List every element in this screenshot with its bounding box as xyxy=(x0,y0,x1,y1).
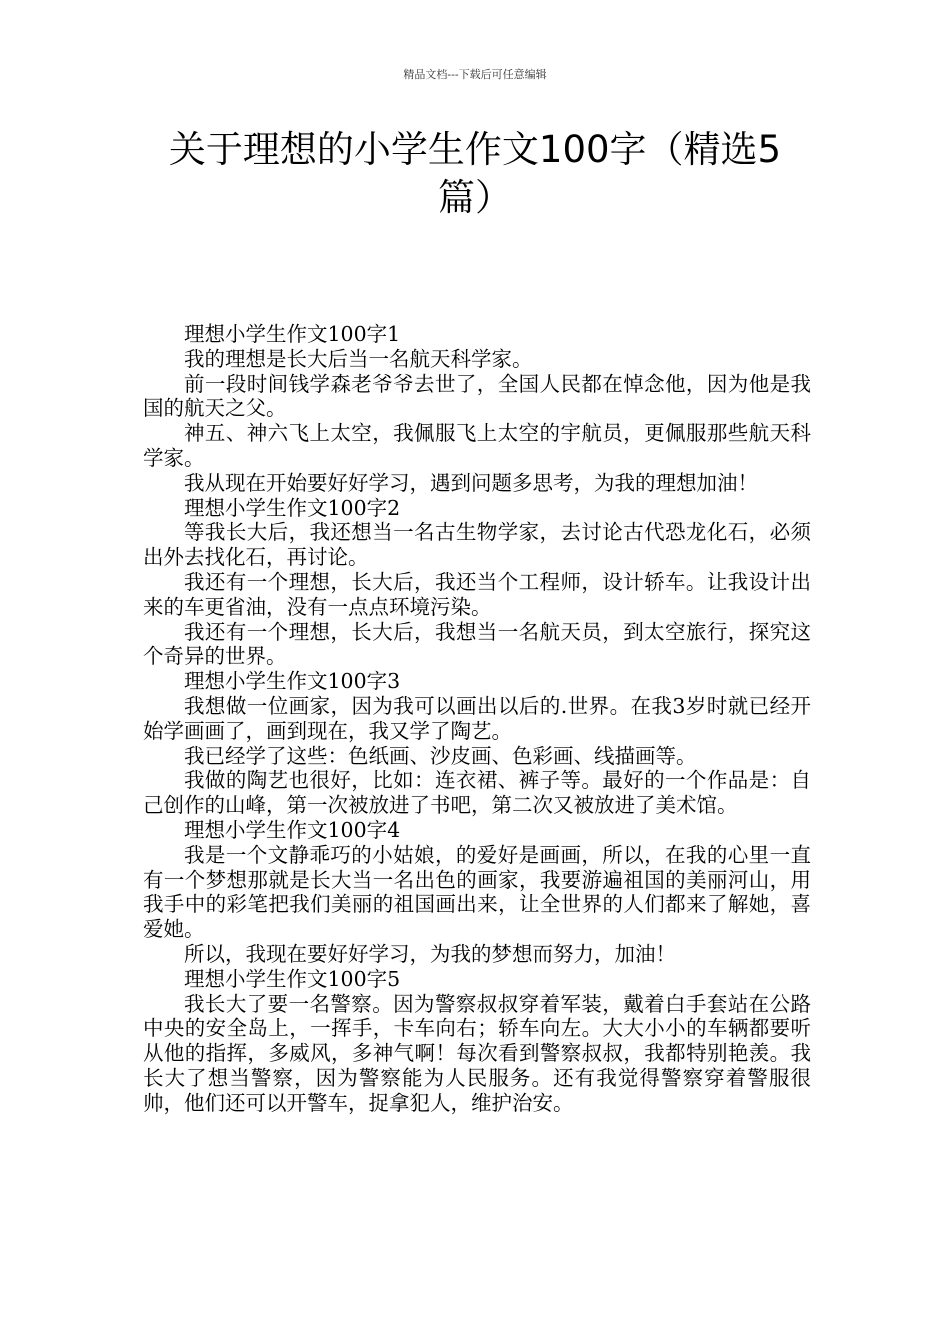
paragraph: 等我长大后，我还想当一名古生物学家，去讨论古代恐龙化石，必须出外去找化石，再讨论。 xyxy=(143,520,811,570)
paragraph: 我长大了要一名警察。因为警察叔叔穿着军装，戴着白手套站在公路中央的安全岛上，一挥手，卡车向右；轿车向左。大大小小的车辆都要听从他的指挥，多威风，多神气啊！每次看到警察叔叔，我都特别艳羡。我长大了想当警察，因为警察能为人民服务。还有我觉得警察穿着警服很帅，他们还可以开警车，捉拿犯人，维护治安。 xyxy=(143,991,811,1115)
essay-heading: 理想小学生作文100字3 xyxy=(184,669,401,694)
paragraph: 前一段时间钱学森老爷爷去世了，全国人民都在悼念他，因为他是我国的航天之父。 xyxy=(143,371,811,421)
paragraph: 我从现在开始要好好学习，遇到问题多思考，为我的理想加油！ xyxy=(184,470,758,495)
paragraph: 我已经学了这些：色纸画、沙皮画、色彩画、线描画等。 xyxy=(184,743,697,768)
essay-heading: 理想小学生作文100字2 xyxy=(184,495,401,520)
paragraph: 我还有一个理想，长大后，我想当一名航天员，到太空旅行，探究这个奇异的世界。 xyxy=(143,619,811,669)
paragraph: 我做的陶艺也很好，比如：连衣裙、裤子等。最好的一个作品是：自己创作的山峰，第一次被放进了书吧，第二次又被放进了美术馆。 xyxy=(143,768,811,818)
paragraph: 我的理想是长大后当一名航天科学家。 xyxy=(184,346,533,371)
paragraph: 神五、神六飞上太空，我佩服飞上太空的宇航员，更佩服那些航天科学家。 xyxy=(143,421,811,470)
document-title: 关于理想的小学生作文100字（精选5篇） xyxy=(168,128,782,219)
paragraph: 我还有一个理想，长大后，我还当个工程师，设计轿车。让我设计出来的车更省油，没有一点点环境污染。 xyxy=(143,569,811,619)
paragraph: 我是一个文静乖巧的小姑娘，的爱好是画画，所以，在我的心里一直有一个梦想那就是长大当一名出色的画家，我要游遍祖国的美丽河山，用我手中的彩笔把我们美丽的祖国画出来，让全世界的人们都来了解她，喜爱她。 xyxy=(143,842,811,942)
header-note: 精品文档---下载后可任意编辑 xyxy=(403,68,547,81)
essay-heading: 理想小学生作文100字1 xyxy=(184,322,401,346)
paragraph: 我想做一位画家，因为我可以画出以后的.世界。在我3岁时就已经开始学画画了，画到现在，我又学了陶艺。 xyxy=(143,693,811,743)
document-body xyxy=(143,322,811,1116)
paragraph: 所以，我现在要好好学习，为我的梦想而努力，加油！ xyxy=(184,941,676,966)
essay-heading: 理想小学生作文100字5 xyxy=(184,966,401,991)
essay-heading: 理想小学生作文100字4 xyxy=(184,817,401,842)
